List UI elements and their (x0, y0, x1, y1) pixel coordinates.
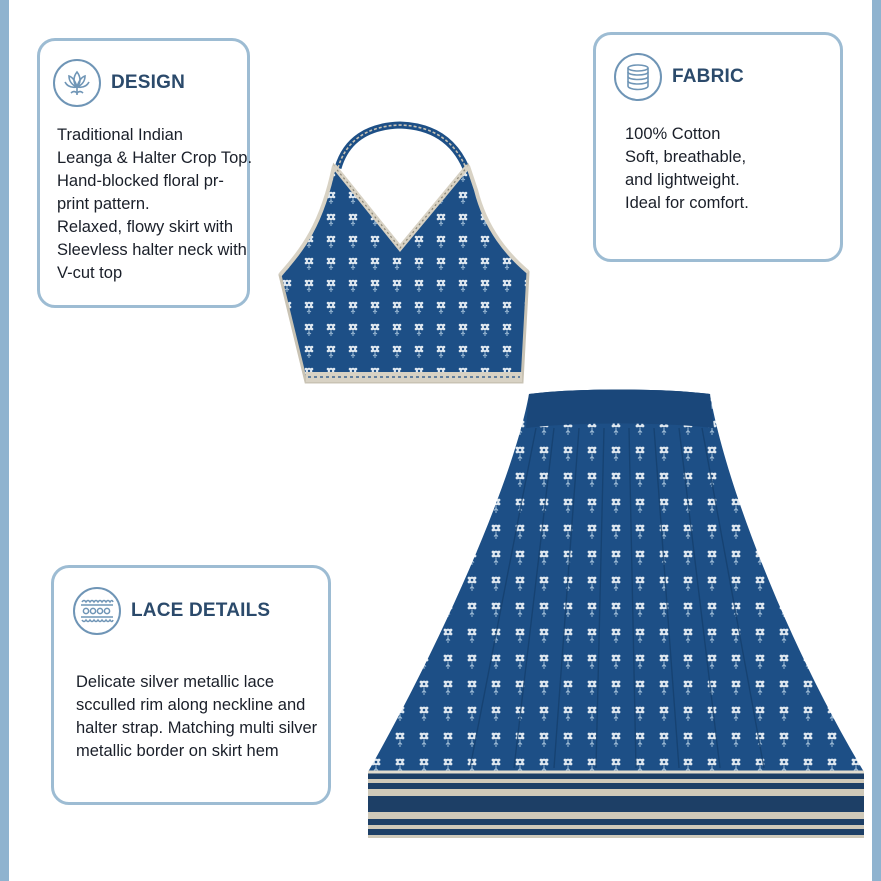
fabric-line: Soft, breathable, (625, 148, 747, 166)
fabric-line: Ideal for comfort. (625, 194, 749, 212)
design-line: Leanga & Halter Crop Top. (57, 149, 253, 167)
right-frame-bar (872, 0, 881, 881)
lace-details-card (51, 565, 331, 805)
left-frame-bar (0, 0, 9, 881)
lotus-icon (53, 59, 101, 107)
lace-line: Delicate silver metallic lace (76, 673, 275, 691)
fabric-card-header (614, 53, 744, 101)
lace-line: halter strap. Matching multi silver (76, 719, 318, 737)
lace-card-title: LACE DETAILS (131, 600, 271, 621)
fabric-line: 100% Cotton (625, 125, 721, 143)
design-card-header (53, 59, 185, 107)
design-line: Traditional Indian (57, 126, 183, 144)
lace-line: scculled rim along neckline and (76, 696, 306, 714)
fabric-card-body (625, 123, 749, 215)
design-line: Hand-blocked floral pr- (57, 172, 224, 190)
fabric-line: and lightweight. (625, 171, 740, 189)
design-card-title: DESIGN (111, 72, 186, 93)
design-line: V-cut top (57, 264, 123, 282)
design-line: Relaxed, flowy skirt with (57, 218, 234, 236)
design-line: print pattern. (57, 195, 150, 213)
design-card-body (57, 124, 252, 285)
lehenga-skirt-image (364, 388, 866, 852)
fabric-card (593, 32, 843, 262)
fabric-roll-icon (614, 53, 662, 101)
design-line: Sleevless halter neck with (57, 241, 247, 259)
halter-crop-top-image (276, 120, 530, 388)
lace-line: metallic border on skirt hem (76, 742, 279, 760)
design-card (37, 38, 253, 308)
lace-trim-icon (73, 587, 121, 635)
lace-card-body (76, 671, 317, 763)
lace-card-header (73, 587, 270, 635)
fabric-card-title: FABRIC (672, 66, 744, 87)
